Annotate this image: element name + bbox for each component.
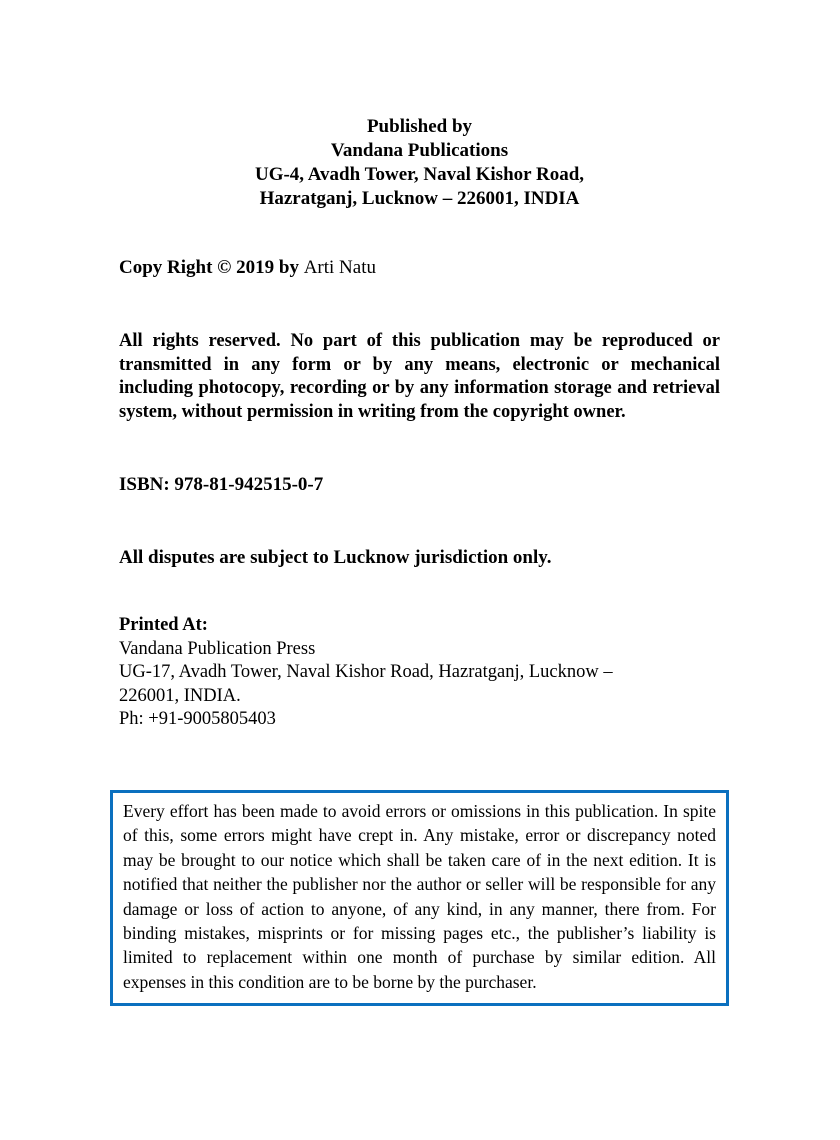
- printed-at-block: [119, 614, 720, 732]
- publisher-address-line-1: UG-4, Avadh Tower, Naval Kishor Road,: [254, 164, 585, 185]
- copyright-page: [119, 0, 720, 732]
- rights-reserved-paragraph: All rights reserved. No part of this publication may be reproduced or transmitted in any form or by any means, electronic or mechanical including photocopy, recording or by any information storage and retrieval system, without permission in writing from the copyright owner.: [119, 331, 720, 422]
- copyright-author: Arti Natu: [303, 257, 376, 278]
- printer-address-line-1: UG-17, Avadh Tower, Naval Kishor Road, Hazratganj, Lucknow –: [119, 662, 613, 682]
- copyright-notice: Copy Right © 2019 by: [119, 257, 304, 278]
- printer-address-line-2: 226001, INDIA.: [119, 685, 241, 706]
- copyright-line: [119, 256, 720, 280]
- published-by-line: Published by: [366, 116, 473, 137]
- disclaimer-text: Every effort has been made to avoid errors or omissions in this publication. In spite of this, some errors might have crept in. Any mistake, error or discrepancy noted may be brought to our notice which shall be taken care of in the next edition. It is notified that neither the publisher nor the author or seller will be responsible for any damage or loss of action to anyone, of any kind, in any manner, there from. For binding mistakes, misprints or for missing pages etc., the publisher’s liability is limited to replacement within one month of purchase by similar edition. All expenses in this condition are to be borne by the purchaser.: [123, 801, 716, 992]
- publisher-name: Vandana Publications: [330, 140, 509, 161]
- printer-name: Vandana Publication Press: [119, 638, 316, 659]
- disclaimer-box: [110, 790, 729, 1006]
- isbn-line: ISBN: 978-81-942515-0-7: [119, 474, 324, 495]
- printer-phone: Ph: +91-9005805403: [119, 709, 276, 729]
- jurisdiction-line: All disputes are subject to Lucknow jurisdiction only.: [119, 547, 552, 568]
- publisher-block: [119, 115, 720, 211]
- printed-at-label: Printed At:: [119, 615, 208, 635]
- publisher-address-line-2: Hazratganj, Lucknow – 226001, INDIA: [259, 188, 580, 209]
